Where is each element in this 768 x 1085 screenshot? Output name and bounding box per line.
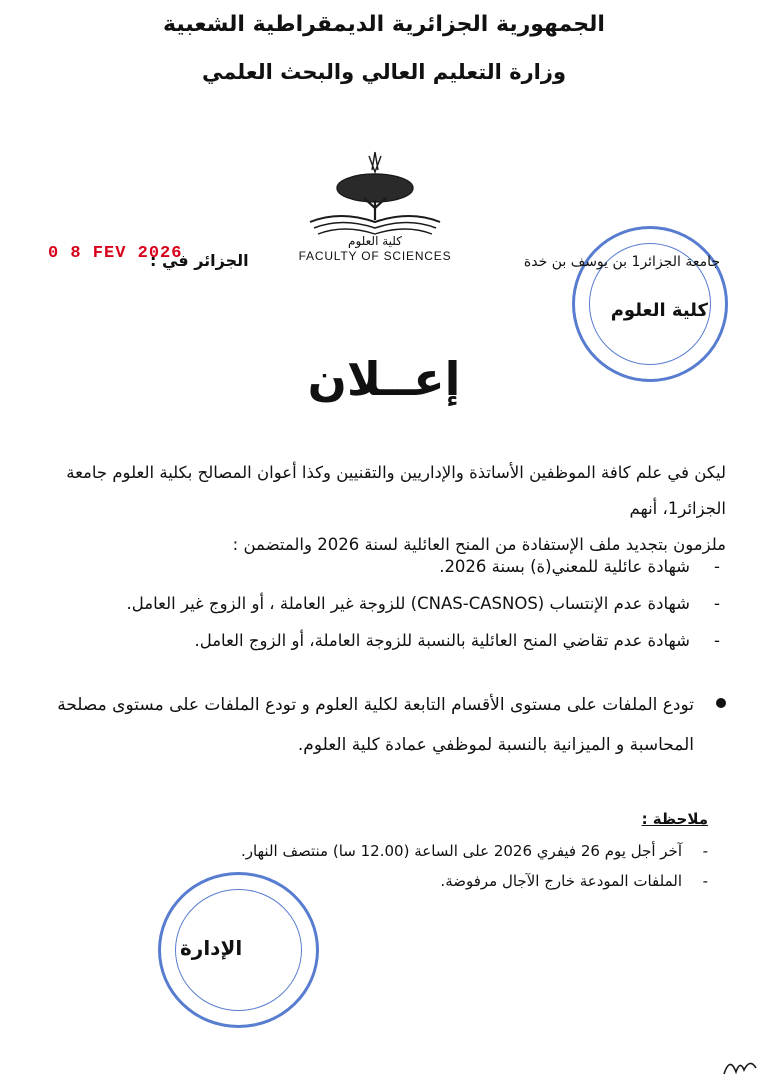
deposit-line-1: تودع الملفات على مستوى الأقسام التابعة لكلية العلوم و تودع الملفات على مستوى مصلحة [57, 695, 694, 715]
list-item: - الملفات المودعة خارج الآجال مرفوضة. [108, 866, 708, 896]
announcement-title: إعــلان [307, 352, 461, 406]
signature-label: الإدارة [180, 936, 243, 960]
date-stamp: 0 8 FEV 2026 [48, 244, 183, 263]
deposit-paragraph [30, 685, 726, 765]
list-item: - شهادة عائلية للمعني(ة) بسنة 2026. [60, 548, 720, 585]
bullet-icon [716, 698, 726, 708]
tree-book-icon [300, 148, 450, 236]
deposit-line-2: المحاسبة و الميزانية بالنسبة لموظفي عمادة كلية العلوم. [297, 735, 694, 755]
faculty-logo [290, 148, 460, 273]
intro-line-1: ليكن في علم كافة الموظفين الأساتذة والإداريين والتقنيين وكذا أعوان المصالح بكلية العلوم جامعة الجزائر1، أنهم [66, 463, 726, 518]
intro-line-2: ملزمون بتجديد ملف الإستفادة من المنح العائلية لسنة 2026 والمتضمن : [232, 535, 726, 554]
place-label: الجزائر في : [150, 251, 249, 270]
list-item: - شهادة عدم الإنتساب (CNAS-CASNOS) للزوجة غير العاملة ، أو الزوج غير العامل. [60, 585, 720, 622]
ministry-heading: وزارة التعليم العالي والبحث العلمي [201, 60, 567, 84]
intro-paragraph [26, 455, 726, 563]
logo-english-text: FACULTY OF SCIENCES [298, 249, 452, 263]
note-title: ملاحظة : [641, 810, 708, 828]
faculty-name: كلية العلوم [610, 300, 708, 321]
list-item: - آخر أجل يوم 26 فيفري 2026 على الساعة (12.00 سا) منتصف النهار. [108, 836, 708, 866]
handwritten-initials-icon [720, 1052, 760, 1080]
logo-arabic-text: كلية العلوم [348, 234, 402, 248]
required-documents-list [60, 548, 720, 659]
university-name: جامعة الجزائر1 بن يوسف بن خدة [523, 254, 720, 270]
list-item: - شهادة عدم تقاضي المنح العائلية بالنسبة للزوجة العاملة، أو الزوج العامل. [60, 622, 720, 659]
republic-heading: الجمهورية الجزائرية الديمقراطية الشعبية [163, 12, 605, 37]
